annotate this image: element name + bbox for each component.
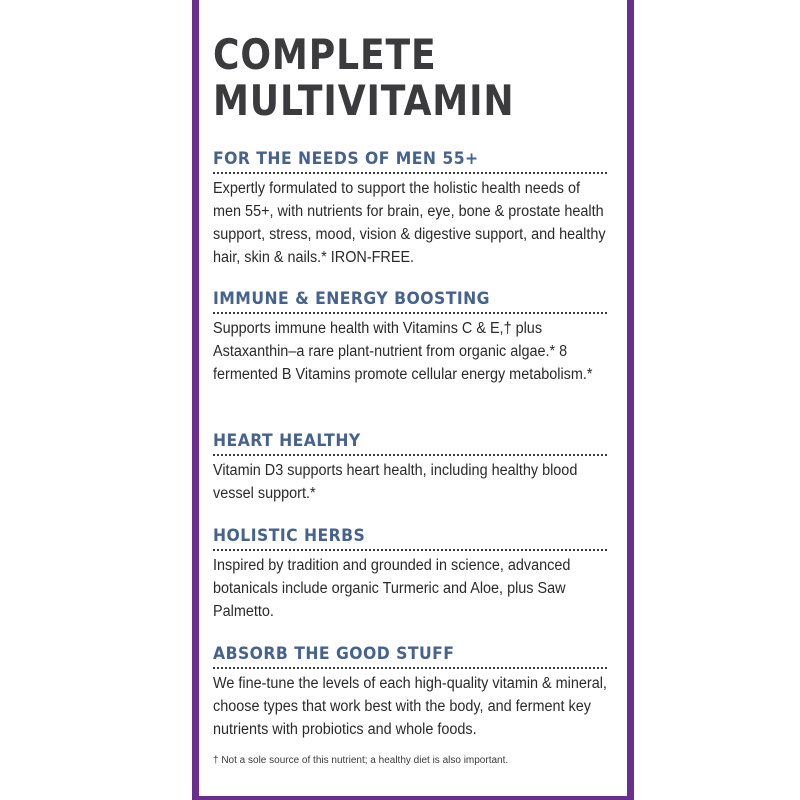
panel-content bbox=[213, 0, 615, 766]
section-absorb bbox=[213, 643, 607, 741]
section-heading: HEART HEALTHY bbox=[213, 430, 607, 456]
section-body: Supports immune health with Vitamins C & E,† plus Astaxanthin–a rare plant-nutrient from organic algae.* 8 fermented B Vitamins promote cellular energy metabolism.* bbox=[213, 320, 593, 383]
title-line-1: COMPLETE bbox=[213, 30, 437, 79]
section-men-55 bbox=[213, 148, 607, 269]
section-heading: HOLISTIC HERBS bbox=[213, 525, 607, 551]
section-holistic-herbs bbox=[213, 525, 607, 623]
section-heading: IMMUNE & ENERGY BOOSTING bbox=[213, 288, 607, 314]
section-body: We fine-tune the levels of each high-quality vitamin & mineral, choose types that work best with the body, and ferment key nutrients with probiotics and whole foods. bbox=[213, 675, 607, 738]
product-info-panel bbox=[192, 0, 634, 800]
footnote: † Not a sole source of this nutrient; a healthy diet is also important. bbox=[213, 755, 509, 766]
section-body: Vitamin D3 supports heart health, including healthy blood vessel support.* bbox=[213, 462, 578, 502]
section-body: Inspired by tradition and grounded in science, advanced botanicals include organic Turmeric and Aloe, plus Saw Palmetto. bbox=[213, 557, 571, 620]
section-heart-healthy bbox=[213, 430, 607, 505]
section-heading: FOR THE NEEDS OF MEN 55+ bbox=[213, 148, 607, 174]
section-body: Expertly formulated to support the holistic health needs of men 55+, with nutrients for brain, eye, bone & prostate health support, stress, mood, vision & digestive support, and healthy hair, skin & nails.* IRON-FREE. bbox=[213, 180, 606, 266]
product-title bbox=[213, 32, 559, 124]
section-immune-energy bbox=[213, 288, 607, 386]
title-line-2: MULTIVITAMIN bbox=[213, 76, 515, 125]
section-heading: ABSORB THE GOOD STUFF bbox=[213, 643, 607, 669]
